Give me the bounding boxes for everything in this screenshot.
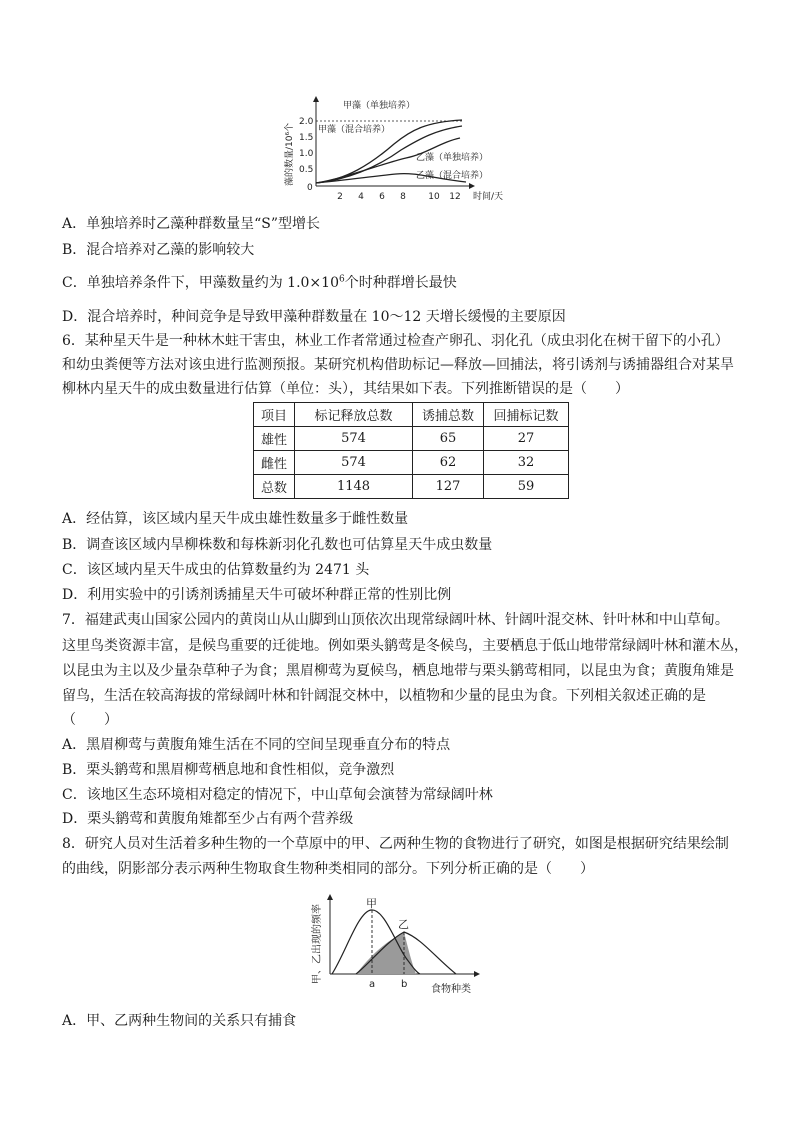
q5-option-c-text-end: 个时种群增长最快 bbox=[344, 275, 457, 291]
label-jia-mixed: 甲藻（混合培养） bbox=[318, 125, 391, 135]
table-cell: 27 bbox=[484, 427, 569, 451]
table-header-cell: 标记释放总数 bbox=[295, 403, 413, 427]
q8-stem-line: 8．研究人员对生活着多种生物的一个草原中的甲、乙两种生物的食物进行了研究，如图是根据研究结果绘制 bbox=[62, 836, 729, 852]
table-header-cell: 项目 bbox=[254, 403, 295, 427]
q6-stem-line: 6．某种星天牛是一种林木蛀干害虫，林业工作者常通过检查产卵孔、羽化孔（成虫羽化在树干留下的小孔） bbox=[62, 333, 729, 349]
table-cell: 65 bbox=[413, 427, 484, 451]
table-row bbox=[254, 475, 569, 499]
y-axis-arrow bbox=[327, 894, 333, 900]
algae-growth-chart bbox=[276, 94, 526, 206]
y-tick-label: 0.5 bbox=[299, 165, 314, 175]
x-tick-label: 2 bbox=[337, 192, 343, 202]
q6-option-a[interactable]: A．经估算，该区域内星天牛成虫雄性数量多于雌性数量 bbox=[62, 511, 409, 527]
q5-option-b[interactable]: B．混合培养对乙藻的影响较大 bbox=[62, 242, 255, 258]
table-cell: 574 bbox=[295, 451, 413, 475]
y-tick-label: 2.0 bbox=[299, 117, 314, 127]
overlap-shaded-area bbox=[356, 932, 416, 974]
q6-option-d[interactable]: D．利用实验中的引诱剂诱捕星天牛可破坏种群正常的性别比例 bbox=[62, 587, 452, 603]
q5-option-c-text: C．单独培养条件下，甲藻数量约为 1.0×10 bbox=[62, 275, 339, 291]
x-tick-label: 10 bbox=[428, 192, 440, 202]
table-cell: 总数 bbox=[254, 475, 295, 499]
label-yi-mixed: 乙藻（混合培养） bbox=[416, 171, 489, 181]
y-tick-label: 0 bbox=[307, 183, 313, 193]
y-axis-label: 藻的数量/10⁶个 bbox=[285, 122, 295, 186]
table-header-cell: 诱捕总数 bbox=[413, 403, 484, 427]
x-axis-arrow bbox=[474, 971, 480, 977]
table-cell: 32 bbox=[484, 451, 569, 475]
x-tick-label: 12 bbox=[449, 192, 461, 202]
q5-option-c-exponent: 6 bbox=[338, 274, 345, 285]
q6-stem-line: 柳林内星天牛的成虫数量进行估算（单位：头），其结果如下表。下列推断错误的是（ ） bbox=[62, 381, 629, 397]
table-cell: 1148 bbox=[295, 475, 413, 499]
y-axis-arrow bbox=[313, 96, 319, 102]
x-axis-arrow bbox=[469, 183, 475, 189]
x-tick-label: 4 bbox=[358, 192, 364, 202]
q6-option-b[interactable]: B．调查该区域内旱柳株数和每株新羽化孔数也可估算星天牛成虫数量 bbox=[62, 537, 493, 553]
q7-stem-line: 留鸟，生活在较高海拔的常绿阔叶林和针阔混交林中，以植物和少量的昆虫为食。下列相关叙述正确的是 bbox=[62, 688, 706, 704]
label-jia-single: 甲藻（单独培养） bbox=[343, 101, 416, 111]
q7-option-c[interactable]: C．该地区生态环境相对稳定的情况下，中山草甸会演替为常绿阔叶林 bbox=[62, 787, 493, 803]
q5-option-a[interactable]: A．单独培养时乙藻种群数量呈“S”型增长 bbox=[62, 216, 321, 232]
q5-option-d[interactable]: D．混合培养时，种间竞争是导致甲藻种群数量在 10～12 天增长缓慢的主要原因 bbox=[62, 309, 566, 325]
table-cell: 574 bbox=[295, 427, 413, 451]
q7-stem-line: 7．福建武夷山国家公园内的黄岗山从山脚到山顶依次出现常绿阔叶林、针阔叶混交林、针叶林和中山草甸。 bbox=[62, 612, 729, 628]
x-tick-label: 8 bbox=[400, 192, 406, 202]
table-header-row bbox=[254, 403, 569, 427]
y-axis-label: 甲、乙出现的频率 bbox=[312, 904, 323, 984]
label-yi-single: 乙藻（单独培养） bbox=[416, 153, 489, 163]
x-axis-label: 时间/天 bbox=[473, 192, 504, 202]
x-tick-label: 6 bbox=[379, 192, 385, 202]
curve-label-jia: 甲 bbox=[366, 897, 377, 910]
q5-option-c[interactable] bbox=[62, 275, 457, 291]
q7-stem-line: （ ） bbox=[62, 712, 118, 728]
food-overlap-chart bbox=[306, 892, 496, 1000]
tick-label-b: b bbox=[401, 979, 408, 990]
y-tick-label: 1.0 bbox=[299, 149, 314, 159]
x-axis-label: 食物种类 bbox=[431, 984, 471, 995]
table-row bbox=[254, 451, 569, 475]
q7-option-a[interactable]: A．黑眉柳莺与黄腹角雉生活在不同的空间呈现垂直分布的特点 bbox=[62, 737, 451, 753]
q7-stem-line: 这里鸟类资源丰富，是候鸟重要的迁徙地。例如栗头鹟莺是冬候鸟，主要栖息于低山地带常绿阔叶林和灌木丛， bbox=[62, 638, 748, 654]
table-cell: 62 bbox=[413, 451, 484, 475]
table-cell: 59 bbox=[484, 475, 569, 499]
capture-recapture-table bbox=[253, 402, 569, 499]
q8-option-a[interactable]: A．甲、乙两种生物间的关系只有捕食 bbox=[62, 1013, 297, 1029]
tick-label-a: a bbox=[369, 979, 376, 990]
y-tick-label: 1.5 bbox=[299, 133, 314, 143]
table-cell: 127 bbox=[413, 475, 484, 499]
q7-option-d[interactable]: D．栗头鹟莺和黄腹角雉都至少占有两个营养级 bbox=[62, 811, 354, 827]
q6-stem-line: 和幼虫粪便等方法对该虫进行监测预报。某研究机构借助标记—释放—回捕法，将引诱剂与诱捕器组合对某旱 bbox=[62, 357, 734, 373]
q7-option-b[interactable]: B．栗头鹟莺和黑眉柳莺栖息地和食性相似，竞争激烈 bbox=[62, 762, 395, 778]
table-header-cell: 回捕标记数 bbox=[484, 403, 569, 427]
table-cell: 雌性 bbox=[254, 451, 295, 475]
table-cell: 雄性 bbox=[254, 427, 295, 451]
curve-label-yi: 乙 bbox=[398, 918, 409, 931]
q8-stem-line: 的曲线，阴影部分表示两种生物取食生物种类相同的部分。下列分析正确的是（ ） bbox=[62, 861, 594, 877]
table-row bbox=[254, 427, 569, 451]
q6-option-c[interactable]: C．该区域内星天牛成虫的估算数量约为 2471 头 bbox=[62, 562, 370, 578]
q7-stem-line: 以昆虫为主以及少量杂草种子为食；黑眉柳莺为夏候鸟，栖息地带与栗头鹟莺相同，以昆虫为食；黄腹角雉是 bbox=[62, 663, 734, 679]
